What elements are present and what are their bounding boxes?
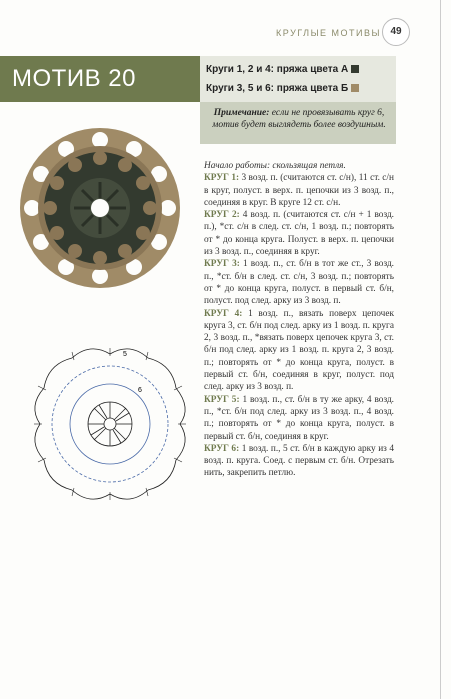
title-band bbox=[0, 56, 200, 102]
yarn-line-b: Круги 3, 5 и 6: пряжа цвета Б bbox=[206, 83, 359, 94]
color-b-swatch-icon bbox=[351, 84, 359, 92]
color-a-swatch-icon bbox=[351, 65, 359, 73]
chart-mark-6: 6 bbox=[138, 387, 142, 394]
round-2: КРУГ 2: 4 возд. п. (считаются ст. с/н + 1 возд. п.), *ст. с/н в след. ст. с/н, 1 возд. п.; повторять от * до конца круга. Полуст. в верх. п. цепочки из 3 возд. п., соединяя в круг. bbox=[204, 210, 395, 258]
note-box bbox=[200, 102, 396, 144]
start-line: Начало работы: скользящая петля. bbox=[204, 161, 346, 171]
crochet-chart bbox=[20, 334, 200, 514]
motif-title: МОТИВ 20 bbox=[12, 65, 136, 92]
note-text: Примечание: если не провязывать круг 6, мотив будет выглядеть более воздушным. bbox=[212, 108, 386, 130]
page-number: 49 bbox=[382, 18, 410, 46]
instructions bbox=[204, 160, 394, 480]
round-3: КРУГ 3: 1 возд. п., ст. б/н в тот же ст., 3 возд. п., *ст. б/н в след. ст. с/н, 3 возд. п.; повторять от * до конца круга, полуст. в первый ст. б/н, полуст. под след. арку из 3 возд. п. bbox=[204, 259, 395, 307]
yarn-info bbox=[200, 56, 396, 102]
yarn-line-a: Круги 1, 2 и 4: пряжа цвета А bbox=[206, 64, 359, 75]
section-title: КРУГЛЫЕ МОТИВЫ bbox=[276, 28, 381, 38]
chart-mark-5: 5 bbox=[123, 351, 127, 358]
round-1: КРУГ 1: 3 возд. п. (считаются ст. с/н), 11 ст. с/н в круг, полуст. в верх. п. цепочки из 3 возд. п., соединяя в круг. В круге 12 ст. с/н. bbox=[204, 173, 394, 208]
page-edge bbox=[440, 0, 441, 699]
motif-photo bbox=[10, 118, 190, 298]
round-4: КРУГ 4: 1 возд. п., вязать поверх цепочек круга 3, ст. б/н под след. арку из 1 возд. п. круга 2, 3 возд. п., *вязать поверх цепочек круга 3, ст. б/н под след. арку из 1 возд. п. круга 2, 3 возд. п.; повторять от * до конца круга, полуст. в первый ст. б/н, соединяя в круг, полуст. под след. арку из 3 возд. п. bbox=[204, 308, 394, 393]
round-5: КРУГ 5: 1 возд. п., ст. б/н в ту же арку, 4 возд. п., *ст. б/н под след. арку из 3 возд. п., 4 возд. п.; повторять от * до конца круга, полуст. в первый ст. б/н, соединяя в круг. bbox=[204, 394, 394, 442]
round-6: КРУГ 6: 1 возд. п., 5 ст. б/н в каждую арку из 4 возд. п. круга. Соед. с первым ст. б/н. Отрезать нить, закрепить петлю. bbox=[204, 443, 395, 479]
